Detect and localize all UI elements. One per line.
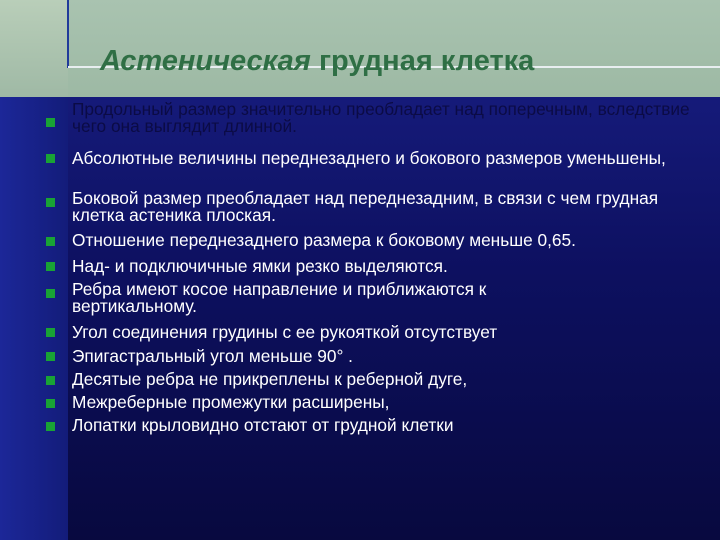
green-square-bullet-icon — [46, 289, 55, 298]
bullet-text: Ребра имеют косое направление и приближаются к вертикальному. — [72, 279, 487, 316]
green-square-bullet-icon — [46, 154, 55, 163]
green-square-bullet-icon — [46, 399, 55, 408]
green-square-bullet-icon — [46, 237, 55, 246]
bullet-text: Продольный размер значительно преобладает над поперечным, вследствие чего она выглядит длинной. — [72, 99, 690, 136]
green-square-bullet-icon — [46, 198, 55, 207]
bullet-text: Лопатки крыловидно отстают от грудной клетки — [72, 415, 454, 435]
bullet-text: Десятые ребра не прикреплены к реберной дуге, — [72, 369, 468, 389]
green-square-bullet-icon — [46, 118, 55, 127]
slide-title-rest: грудная клетка — [318, 45, 535, 77]
bullet-text: Отношение переднезаднего размера к боковому меньше 0,65. — [72, 230, 576, 250]
bullet-text: Абсолютные величины переднезаднего и бокового размеров уменьшены, — [72, 148, 666, 168]
bullet-text: Межреберные промежутки расширены, — [72, 392, 390, 412]
green-square-bullet-icon — [46, 422, 55, 431]
green-square-bullet-icon — [46, 262, 55, 271]
green-square-bullet-icon — [46, 352, 55, 361]
bullet-text: Боковой размер преобладает над переднезадним, в связи с чем грудная клетка астеника плоская. — [72, 188, 659, 225]
bullet-text: Эпигастральный угол меньше 90° . — [72, 346, 353, 366]
bullet-text: Над- и подключичные ямки резко выделяются. — [72, 256, 448, 276]
green-square-bullet-icon — [46, 376, 55, 385]
green-square-bullet-icon — [46, 328, 55, 337]
bullet-text: Угол соединения грудины с ее рукояткой отсутствует — [72, 322, 498, 342]
slide-title-emphasis: Астеническая — [100, 45, 311, 77]
